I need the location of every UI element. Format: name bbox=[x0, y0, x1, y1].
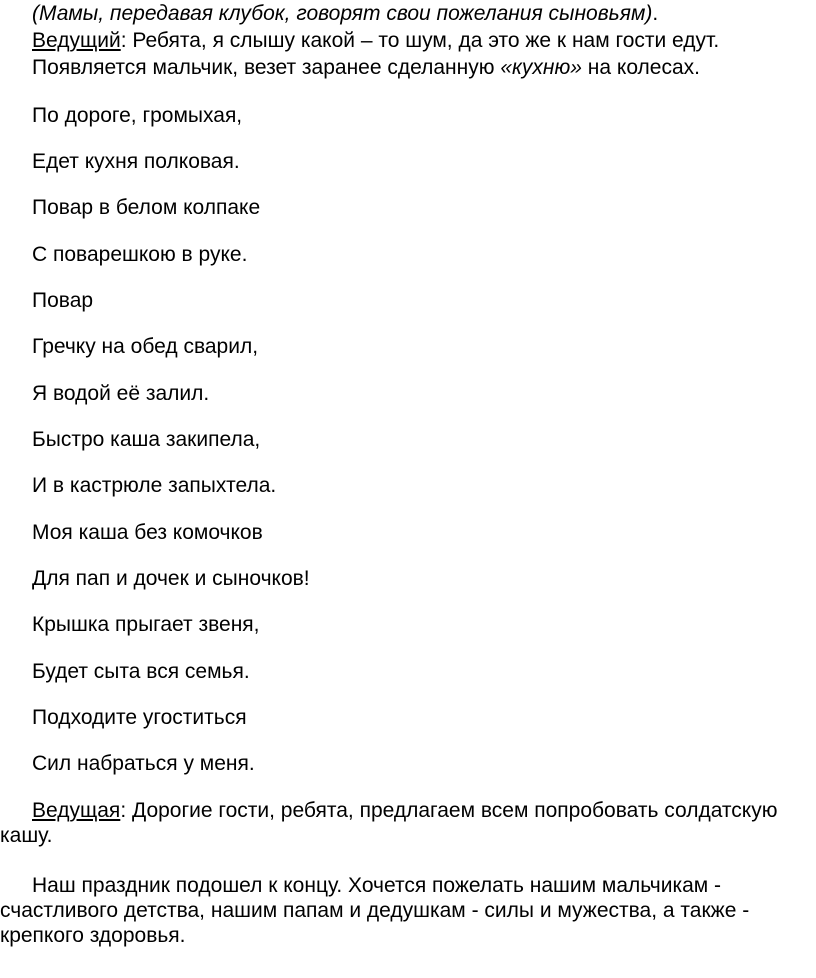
poem-line: Моя каша без комочков bbox=[32, 521, 263, 544]
kitchen-word: «кухню» bbox=[500, 56, 582, 79]
poem-line: Гречку на обед сварил, bbox=[32, 335, 259, 358]
stage-direction-boy bbox=[32, 55, 700, 80]
poem-line: И в кастрюле запыхтела. bbox=[32, 474, 277, 497]
poem-line: Едет кухня полковая. bbox=[32, 150, 240, 173]
stage-direction-text-end: на колесах. bbox=[581, 56, 700, 79]
host-speech: : Дорогие гости, ребята, предлагаем всем попробовать солдатскую кашу. bbox=[0, 799, 778, 847]
poem-line: С поварешкою в руке. bbox=[32, 243, 248, 266]
host-speech: : Ребята, я слышу какой – то шум, да это же к нам гости едут. bbox=[120, 29, 720, 52]
poem-line: Повар в белом колпаке bbox=[32, 196, 261, 219]
poem-speaker: Повар bbox=[32, 289, 94, 312]
poem-line: Я водой её залил. bbox=[32, 382, 210, 405]
poem-line: Крышка прыгает звеня, bbox=[32, 613, 260, 636]
host-name: Ведущая bbox=[32, 799, 121, 822]
stage-direction-mothers bbox=[32, 1, 658, 26]
poem-line: Быстро каша закипела, bbox=[32, 428, 261, 451]
stage-direction-text-start: Появляется мальчик, везет заранее сделанную bbox=[32, 56, 501, 79]
poem-line: Подходите угоститься bbox=[32, 706, 247, 729]
host-name: Ведущий bbox=[32, 29, 121, 52]
poem-line: Сил набраться у меня. bbox=[32, 752, 255, 775]
host-line-1 bbox=[32, 28, 719, 53]
closing-paragraph: Наш праздник подошел к концу. Хочется пожелать нашим мальчикам - счастливого детства, нашим папам и дедушкам - силы и мужества, а также - крепкого здоровья. bbox=[0, 874, 750, 947]
poem-line: Для пап и дочек и сыночков! bbox=[32, 567, 310, 590]
host-line-2 bbox=[0, 798, 806, 848]
poem-line: По дороге, громыхая, bbox=[32, 104, 243, 127]
poem-line: Будет сыта вся семья. bbox=[32, 660, 250, 683]
stage-direction-text: (Мамы, передавая клубок, говорят свои пожелания сыновьям) bbox=[32, 2, 653, 25]
stage-direction-period: . bbox=[652, 2, 659, 25]
